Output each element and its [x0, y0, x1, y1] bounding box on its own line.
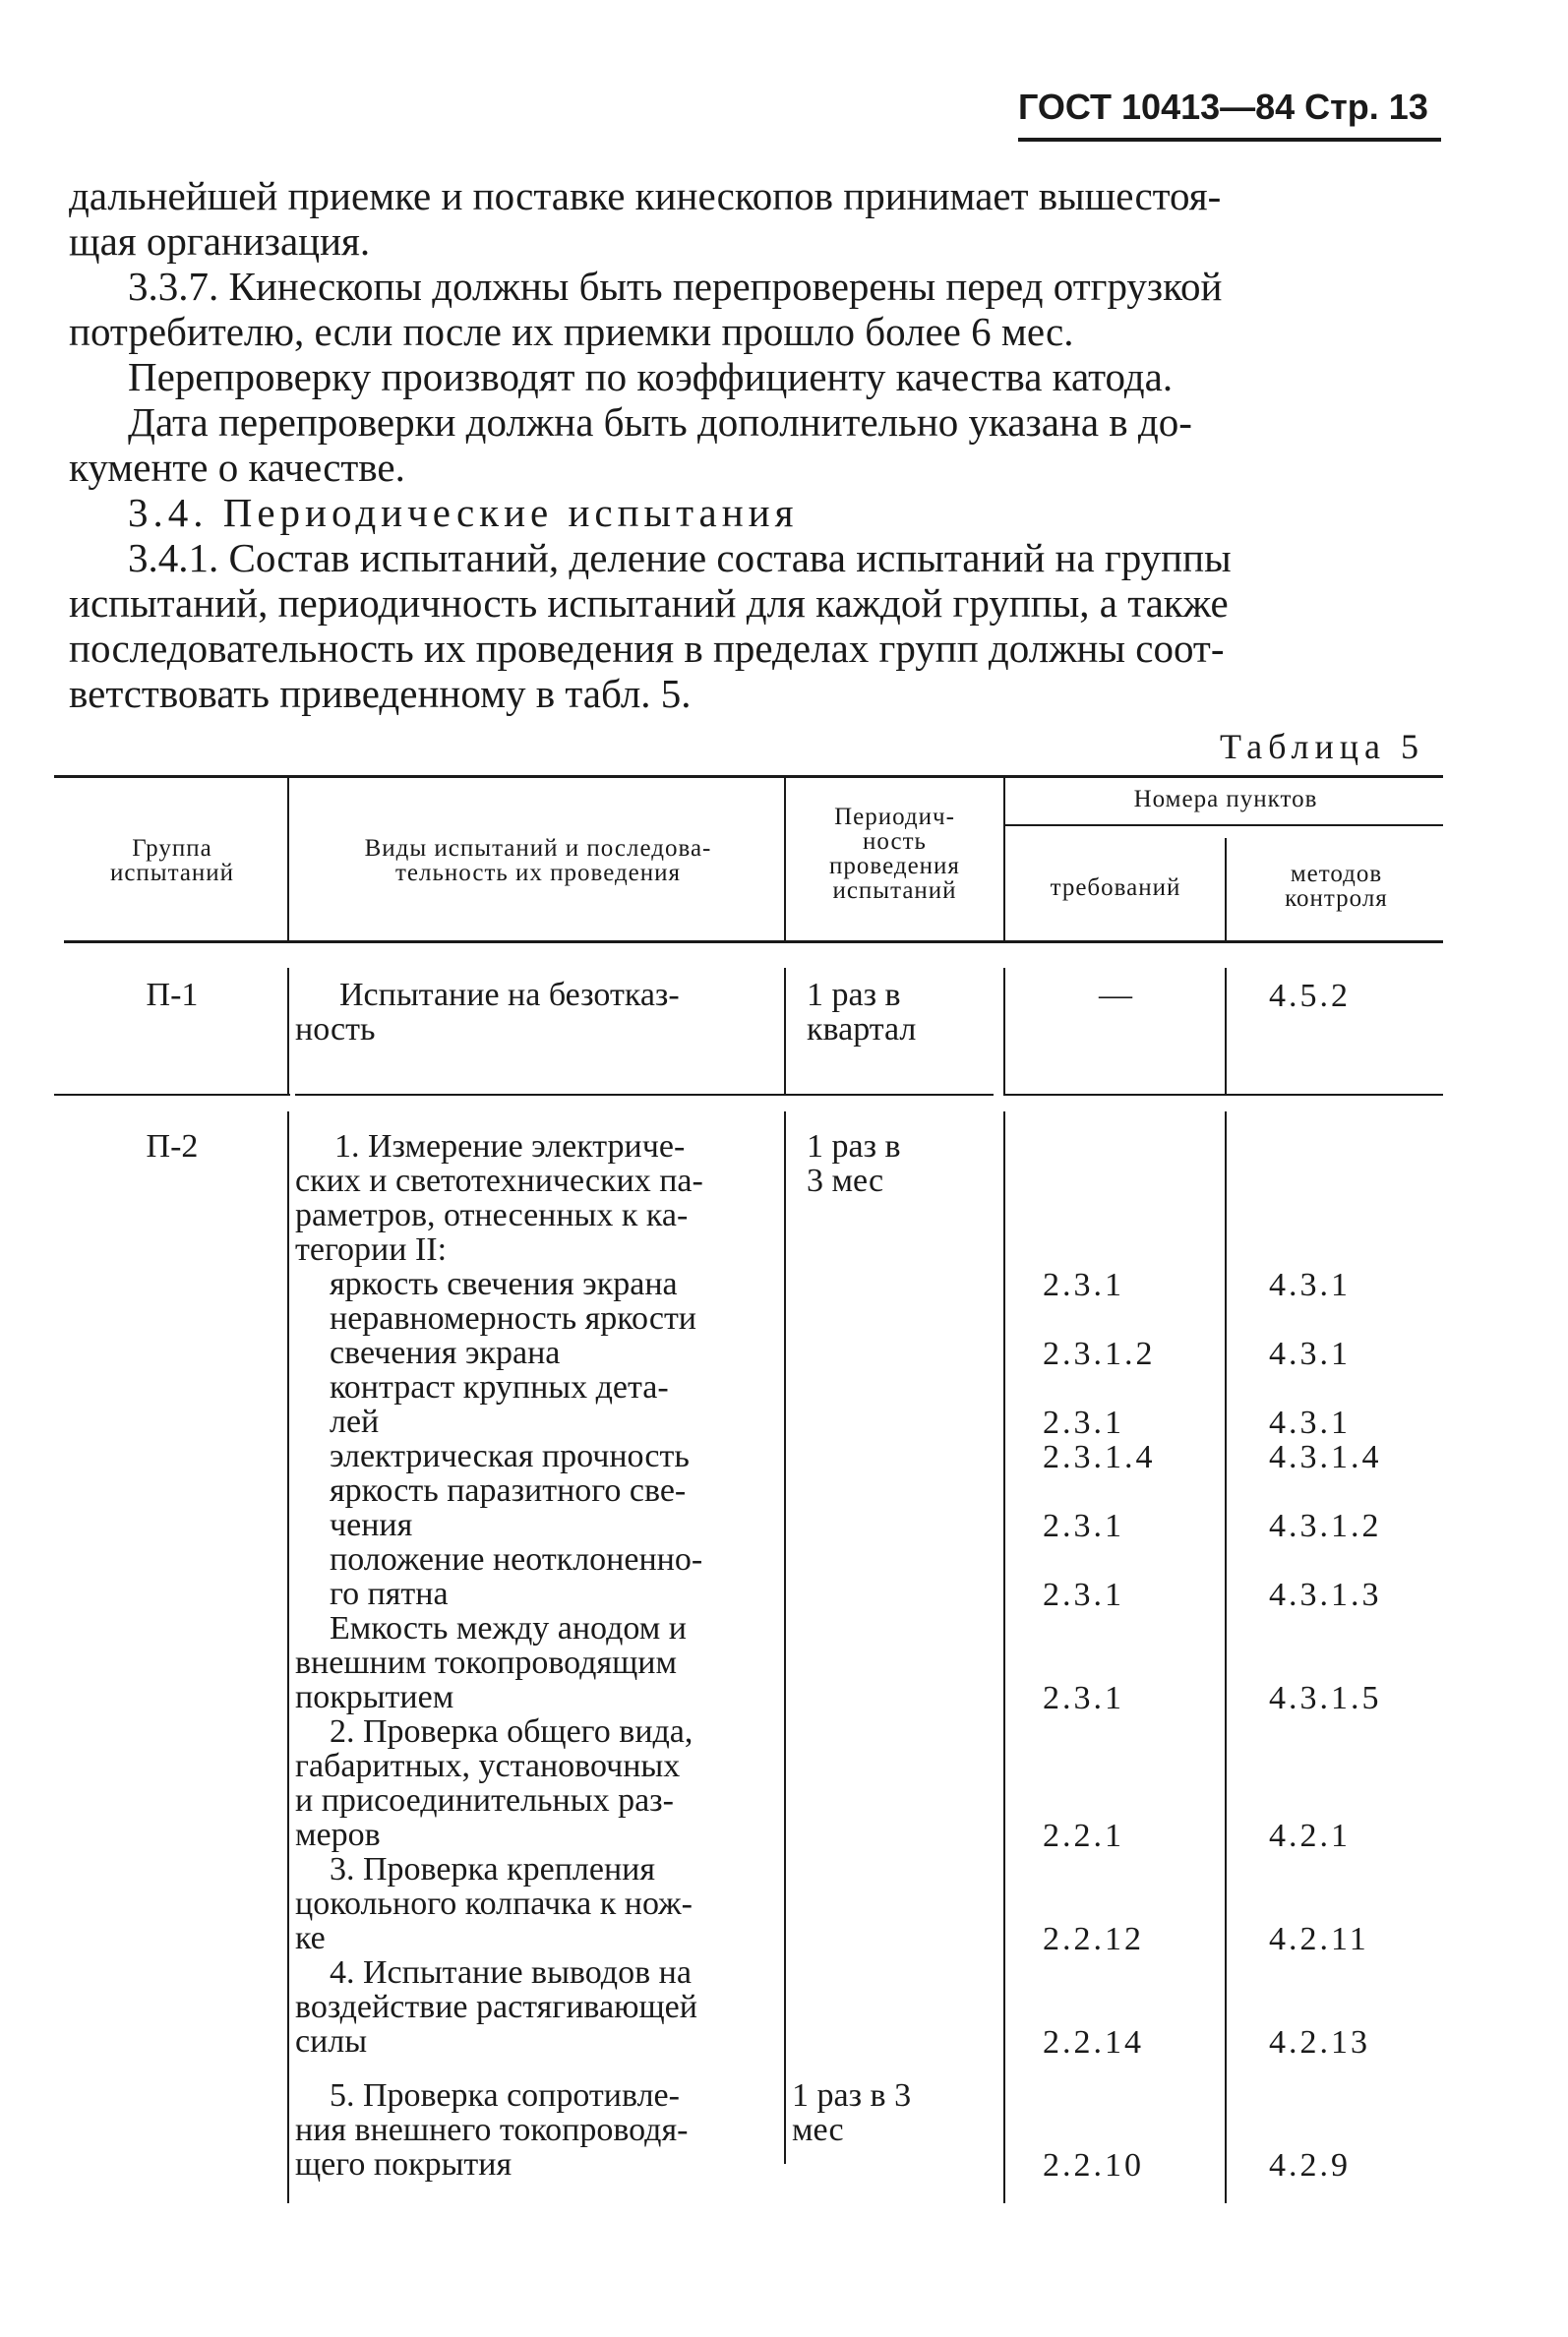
period-p2: 1 раз в 3 — [792, 2077, 912, 2114]
method-number: 4.2.11 — [1269, 1921, 1369, 1957]
kind-line: неравномерность яркости — [330, 1300, 697, 1337]
body-line: ветствовать приведенному в табл. 5. — [69, 671, 692, 716]
col-line — [784, 777, 786, 942]
col-line — [784, 968, 786, 1094]
col-line — [287, 968, 289, 1094]
kind-line: раметров, отнесенных к ка- — [295, 1197, 689, 1233]
header-points: Номера пунктов — [1133, 786, 1318, 812]
col-line — [1225, 968, 1227, 1094]
kind-line: габаритных, установочных — [295, 1748, 681, 1784]
body-line: дальнейшей приемке и поставке кинескопов принимает вышестоя- — [69, 173, 1222, 218]
method-number: 4.2.9 — [1269, 2147, 1351, 2184]
period-p2: 3 мес — [807, 1163, 884, 1199]
kind-line: ке — [295, 1920, 326, 1956]
req-number: 2.3.1 — [1043, 1508, 1124, 1544]
header-group: Группа испытаний — [109, 835, 235, 886]
method-number: 4.3.1 — [1269, 1336, 1351, 1372]
header-req: требований — [1050, 874, 1181, 901]
header-kinds: Виды испытаний и последова- тельность их проведения — [364, 835, 712, 886]
method-number: 4.2.1 — [1269, 1818, 1351, 1854]
method-number: 4.3.1.2 — [1269, 1508, 1382, 1544]
req-number: 2.3.1 — [1043, 1267, 1124, 1303]
kind-line: яркость паразитного све- — [330, 1472, 687, 1509]
kind-line: тегории II: — [295, 1231, 448, 1268]
period-p1: 1 раз в — [807, 977, 901, 1013]
kind-line: го пятна — [330, 1576, 449, 1612]
kind-line: лей — [330, 1404, 380, 1440]
kind-line: положение неотклоненно- — [330, 1541, 703, 1578]
kind-line: цокольного колпачка к нож- — [295, 1886, 693, 1922]
kind-line: и присоединительных раз- — [295, 1782, 674, 1819]
header-period: Периодич- ность проведения испытаний — [829, 804, 960, 904]
method-number: 4.3.1 — [1269, 1405, 1351, 1441]
col-line — [287, 777, 289, 942]
method-number: 4.3.1.5 — [1269, 1680, 1382, 1716]
req-number: 2.3.1.4 — [1043, 1439, 1156, 1475]
method-number: 4.2.13 — [1269, 2024, 1370, 2061]
row-rule — [1003, 1094, 1443, 1096]
kind-p1: ность — [295, 1011, 376, 1048]
body-line: кументе о качестве. — [69, 445, 405, 490]
kind-line: Емкость между анодом и — [330, 1610, 687, 1647]
method-number: 4.3.1 — [1269, 1267, 1351, 1303]
group-p1: П-1 — [146, 977, 199, 1013]
body-line: последовательность их проведения в пределах групп должны соот- — [69, 626, 1225, 671]
row-rule — [295, 1094, 994, 1096]
kind-line: контраст крупных дета- — [330, 1369, 669, 1406]
section-heading: 3.4. Периодические испытания — [128, 490, 799, 535]
period-p2: 1 раз в — [807, 1128, 901, 1165]
kind-line: меров — [295, 1817, 381, 1853]
kind-line: ния внешнего токопроводя- — [295, 2112, 689, 2148]
kind-line: электрическая прочность — [330, 1438, 690, 1474]
body-line: потребителю, если после их приемки прошло более 6 мес. — [69, 309, 1074, 354]
kind-line: 2. Проверка общего вида, — [330, 1713, 694, 1750]
kind-line: ских и светотехнических па- — [295, 1163, 703, 1199]
col-line — [1003, 1111, 1005, 2203]
kind-line: свечения экрана — [330, 1335, 561, 1371]
kind-line: яркость свечения экрана — [330, 1266, 678, 1302]
kind-line: внешним токопроводящим — [295, 1645, 677, 1681]
kind-line: щего покрытия — [295, 2146, 513, 2183]
group-p2: П-2 — [146, 1128, 199, 1165]
row-rule — [54, 1094, 290, 1096]
body-line: 3.3.7. Кинескопы должны быть перепроверены перед отгрузкой — [128, 264, 1223, 309]
col-line — [1003, 968, 1005, 1094]
kind-line: чения — [330, 1507, 413, 1543]
period-p2: мес — [792, 2112, 844, 2148]
kind-line: 3. Проверка крепления — [330, 1851, 655, 1888]
body-line: испытаний, периодичность испытаний для каждой группы, а также — [69, 580, 1229, 626]
table-caption: Таблица 5 — [1220, 727, 1424, 766]
req-number: 2.2.12 — [1043, 1921, 1144, 1957]
req-number: 2.3.1 — [1043, 1680, 1124, 1716]
col-line — [1003, 777, 1005, 942]
col-line — [287, 1111, 289, 2203]
header-rule — [1018, 138, 1441, 142]
method-p1: 4.5.2 — [1269, 978, 1351, 1014]
kind-line: силы — [295, 2023, 368, 2060]
body-line: щая организация. — [69, 218, 371, 264]
method-number: 4.3.1.3 — [1269, 1577, 1382, 1613]
req-number: 2.3.1 — [1043, 1577, 1124, 1613]
req-p1: — — [1099, 977, 1132, 1013]
body-line: Дата перепроверки должна быть дополнительно указана в до- — [128, 399, 1192, 445]
body-line: Перепроверку производят по коэффициенту качества катода. — [128, 354, 1174, 399]
page-header: ГОСТ 10413—84 Стр. 13 — [1018, 87, 1428, 127]
points-subrule — [1003, 824, 1443, 826]
table-top-rule — [54, 775, 1443, 778]
method-number: 4.3.1.4 — [1269, 1439, 1382, 1475]
col-line — [1225, 1111, 1227, 2203]
header-methods: методов контроля — [1285, 861, 1388, 912]
kind-line: 4. Испытание выводов на — [330, 1954, 692, 1991]
col-line — [784, 1111, 786, 2164]
req-number: 2.2.14 — [1043, 2024, 1144, 2061]
req-number: 2.2.1 — [1043, 1818, 1124, 1854]
header-bottom-rule — [64, 940, 1443, 943]
kind-line: воздействие растягивающей — [295, 1989, 697, 2025]
col-line — [1225, 838, 1227, 942]
kind-line: 5. Проверка сопротивле- — [330, 2077, 680, 2114]
kind-p1: Испытание на безотказ- — [339, 977, 680, 1013]
kind-line: покрытием — [295, 1679, 454, 1715]
kind-line: 1. Измерение электриче- — [334, 1128, 686, 1165]
req-number: 2.3.1.2 — [1043, 1336, 1156, 1372]
req-number: 2.3.1 — [1043, 1405, 1124, 1441]
req-number: 2.2.10 — [1043, 2147, 1144, 2184]
period-p1: квартал — [807, 1011, 917, 1048]
body-line: 3.4.1. Состав испытаний, деление состава испытаний на группы — [128, 535, 1232, 580]
